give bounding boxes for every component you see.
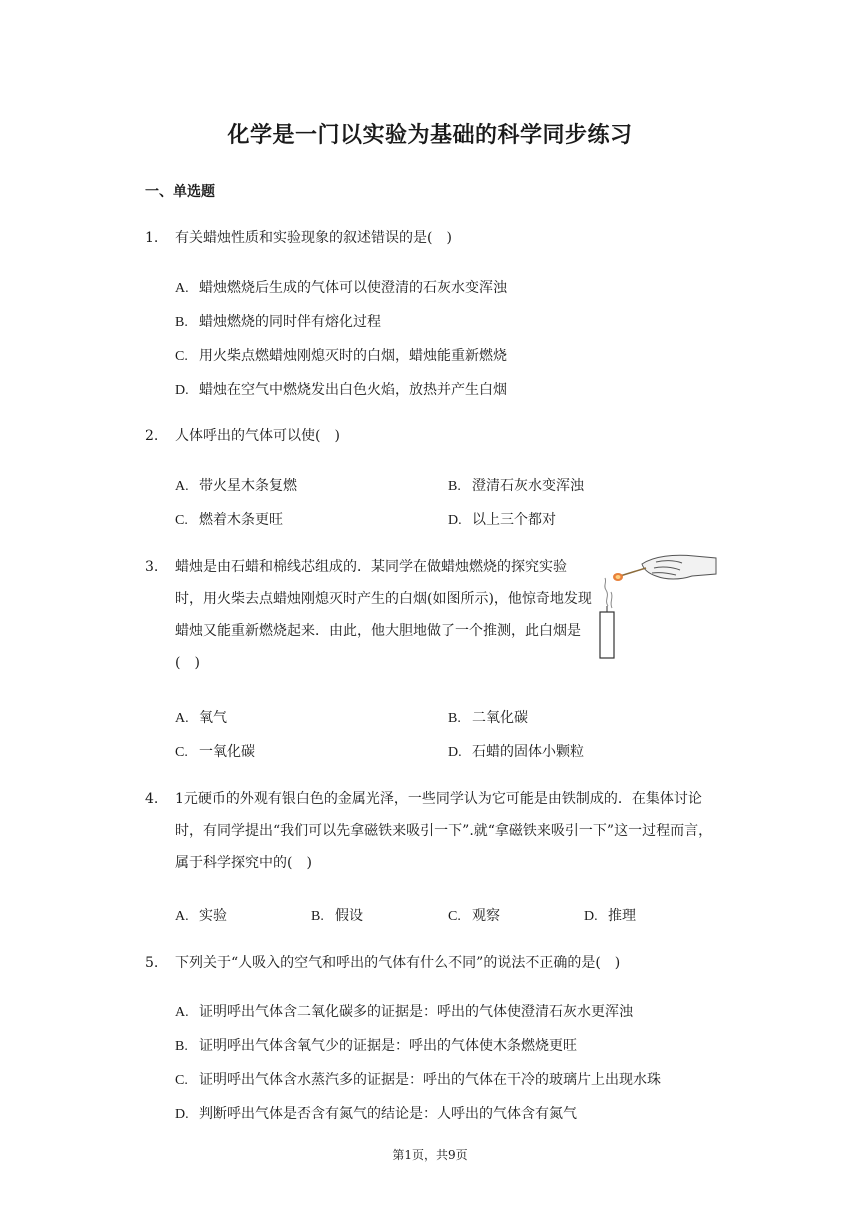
option-letter: A. [175, 711, 189, 726]
option-1d [175, 379, 507, 399]
option-text: 蜡烛燃烧的同时伴有熔化过程 [199, 314, 381, 330]
hand-with-match-image [620, 555, 716, 579]
option-4a [175, 905, 227, 925]
page-footer: 第1页，共9页 [392, 1148, 468, 1162]
question-text: 下列关于“人吸入的空气和呼出的气体有什么不同”的说法不正确的是( ) [175, 955, 621, 971]
option-1b [175, 311, 381, 331]
option-text: 石蜡的固体小颗粒 [472, 744, 584, 760]
option-4d [584, 905, 636, 925]
option-text: 实验 [199, 908, 227, 924]
question-number: 2. [145, 428, 159, 444]
option-text: 证明呼出气体含氧气少的证据是：呼出的气体使木条燃烧更旺 [199, 1038, 577, 1054]
option-letter: A. [175, 909, 189, 924]
section-heading: 一、单选题 [145, 184, 215, 200]
option-letter: A. [175, 1005, 189, 1020]
option-text: 二氧化碳 [472, 710, 528, 726]
option-text: 推理 [608, 908, 636, 924]
option-text: 观察 [472, 908, 500, 924]
option-letter: C. [175, 513, 188, 528]
option-3c [175, 741, 255, 761]
option-text: 澄清石灰水变浑浊 [472, 478, 584, 494]
option-letter: D. [448, 513, 462, 528]
page-title: 化学是一门以实验为基础的科学同步练习 [227, 123, 633, 148]
option-letter: A. [175, 281, 189, 296]
option-2b [448, 475, 584, 495]
option-letter: C. [175, 1073, 188, 1088]
option-letter: B. [175, 315, 188, 330]
option-5c [175, 1069, 661, 1089]
option-text: 判断呼出气体是否含有氮气的结论是：人呼出的气体含有氮气 [199, 1106, 577, 1122]
option-letter: C. [175, 745, 188, 760]
option-text: 带火星木条复燃 [199, 478, 297, 494]
option-text: 蜡烛燃烧后生成的气体可以使澄清的石灰水变浑浊 [199, 280, 507, 296]
option-letter: D. [448, 745, 462, 760]
option-letter: D. [584, 909, 598, 924]
option-text: 以上三个都对 [472, 512, 556, 528]
option-text: 蜡烛在空气中燃烧发出白色火焰，放热并产生白烟 [199, 382, 507, 398]
option-2c [175, 509, 283, 529]
candle-experiment-illustration [594, 546, 718, 660]
question-text: 有关蜡烛性质和实验现象的叙述错误的是( ) [175, 230, 452, 246]
option-5d [175, 1103, 577, 1123]
option-letter: B. [448, 479, 461, 494]
option-2d [448, 509, 556, 529]
question-number: 4. [145, 791, 159, 807]
option-text: 一氧化碳 [199, 744, 255, 760]
option-5a [175, 1001, 633, 1021]
option-text: 用火柴点燃蜡烛刚熄灭时的白烟，蜡烛能重新燃烧 [199, 348, 507, 364]
question-number: 5. [145, 955, 159, 971]
white-smoke-image [605, 578, 612, 608]
option-4b [311, 905, 363, 925]
question-number: 1. [145, 230, 159, 246]
question-number: 3. [145, 559, 159, 575]
option-text: 燃着木条更旺 [199, 512, 283, 528]
option-letter: B. [175, 1039, 188, 1054]
question-text: 1元硬币的外观有银白色的金属光泽，一些同学认为它可能是由铁制成的．在集体讨论时，有同学提出“我们可以先拿磁铁来吸引一下”.就“拿磁铁来吸引一下”这一过程而言，属于科学探究中的( ) [175, 791, 713, 871]
option-5b [175, 1035, 577, 1055]
option-letter: B. [448, 711, 461, 726]
option-letter: C. [448, 909, 461, 924]
question-text: 人体呼出的气体可以使( ) [175, 428, 340, 444]
option-3d [448, 741, 584, 761]
option-letter: D. [175, 1107, 189, 1122]
option-letter: A. [175, 479, 189, 494]
option-text: 证明呼出气体含二氧化碳多的证据是：呼出的气体使澄清石灰水更浑浊 [199, 1004, 633, 1020]
candle-image [600, 606, 614, 658]
option-letter: D. [175, 383, 189, 398]
option-3b [448, 707, 528, 727]
option-3a [175, 707, 227, 727]
option-2a [175, 475, 297, 495]
option-1a [175, 277, 507, 297]
option-text: 证明呼出气体含水蒸汽多的证据是：呼出的气体在干冷的玻璃片上出现水珠 [199, 1072, 661, 1088]
option-text: 假设 [335, 908, 363, 924]
match-flame-image [613, 573, 623, 581]
option-text: 氧气 [199, 710, 227, 726]
option-4c [448, 905, 500, 925]
option-1c [175, 345, 507, 365]
option-letter: C. [175, 349, 188, 364]
question-text: 蜡烛是由石蜡和棉线芯组成的．某同学在做蜡烛燃烧的探究实验时，用火柴去点蜡烛刚熄灭时产生的白烟(如图所示)，他惊奇地发现蜡烛又能重新燃烧起来．由此，他大胆地做了一个推测，此白烟是( ) [175, 559, 592, 671]
option-letter: B. [311, 909, 324, 924]
